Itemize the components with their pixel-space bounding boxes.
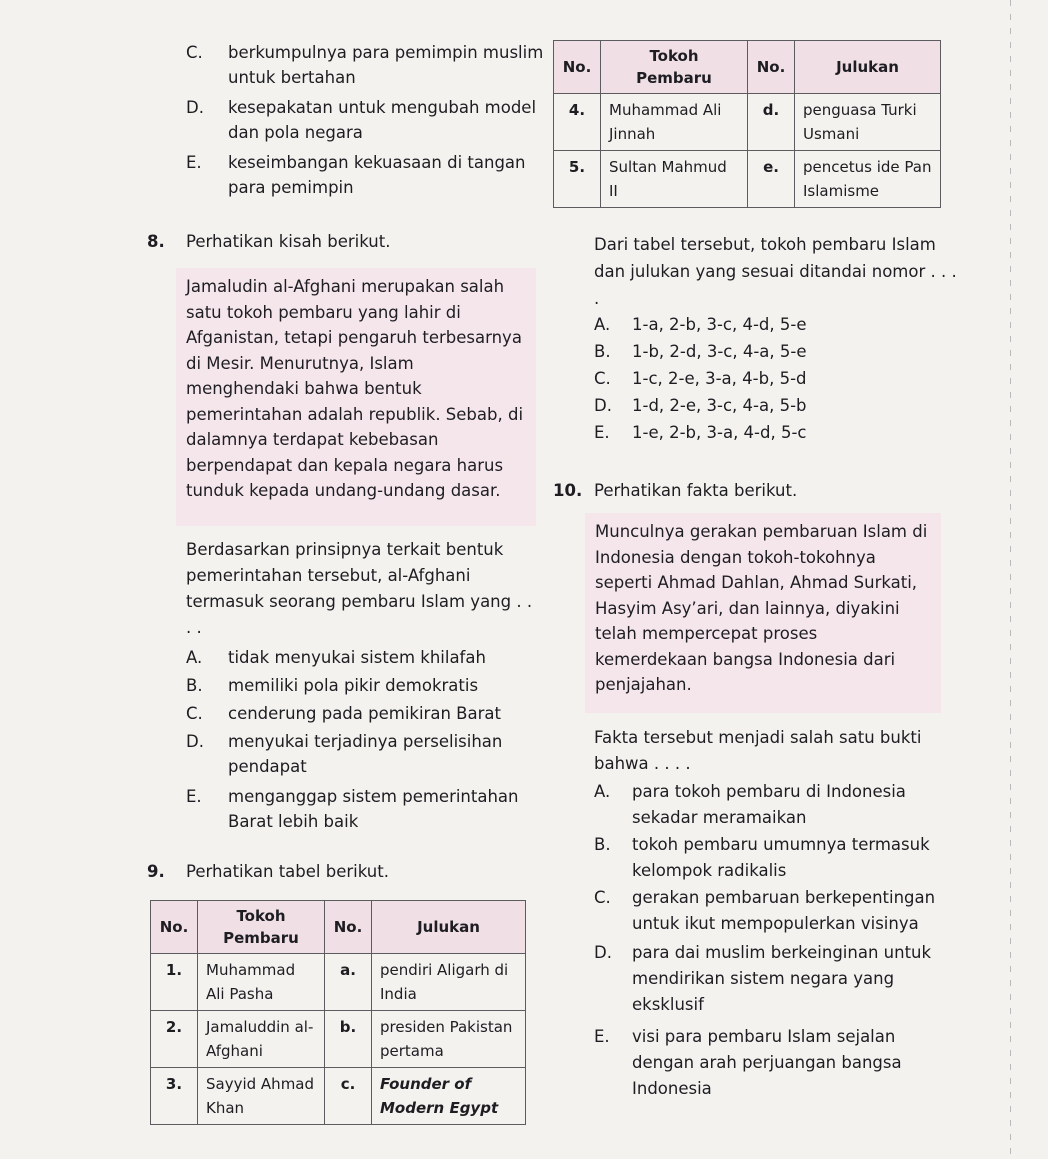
cell-no2: d. [748,94,795,151]
question-title: Perhatikan tabel berikut. [186,862,389,881]
table-row [554,94,941,151]
header-julukan: Julukan [795,41,941,94]
q9-option-d[interactable] [594,393,964,418]
cell-tokoh: Sayyid Ahmad Khan [198,1068,325,1125]
question-title: Perhatikan kisah berikut. [186,232,391,251]
option-letter: A. [594,315,611,334]
q10-option-d[interactable] [594,940,950,1018]
tokoh-table-top [553,40,941,208]
fact-box [585,513,941,713]
header-no2: No. [325,901,372,954]
option-text: keseimbangan kekuasaan di tangan para pemimpin [228,153,526,197]
option-text: para dai muslim berkeinginan untuk mendirikan sistem negara yang eksklusif [632,943,932,1014]
table-row [151,1068,526,1125]
cell-no2: e. [748,151,795,208]
q8-option-c[interactable] [186,701,536,726]
q10-option-c[interactable] [594,885,950,937]
option-text: menyukai terjadinya perselisihan pendapat [228,732,503,776]
cell-no: 2. [151,1011,198,1068]
option-letter: E. [186,153,202,172]
option-text: memiliki pola pikir demokratis [228,676,479,695]
q9-option-e[interactable] [594,420,964,445]
question-number: 9. [147,862,165,881]
header-no: No. [151,901,198,954]
option-text: 1-b, 2-d, 3-c, 4-a, 5-e [632,342,807,361]
cell-tokoh: Sultan Mahmud II [601,151,748,208]
story-text: Jamaludin al-Afghani merupakan salah satu tokoh pembaru yang lahir di Afganistan, tetapi pengaruh terbesarnya di Mesir. Menurutnya, Islam menghendaki bahwa bentuk pemerintahan adalah republik. Sebab, di dalamnya terdapat kebebasan berpendapat dan kepala negara harus tunduk kepada undang-undang dasar. [186,277,524,500]
q9-option-a[interactable] [594,312,964,337]
header-tokoh: Tokoh Pembaru [198,901,325,954]
cell-no2: a. [325,954,372,1011]
option-text: tokoh pembaru umumnya termasuk kelompok radikalis [632,835,930,880]
option-text: 1-c, 2-e, 3-a, 4-b, 5-d [632,369,807,388]
option-letter: C. [186,43,203,62]
cell-no2: b. [325,1011,372,1068]
table-header-row [554,41,941,94]
page-edge-line [1010,0,1011,1159]
option-letter: E. [594,423,610,442]
option-text: gerakan pembaruan berkepentingan untuk ikut mempopulerkan visinya [632,888,936,933]
q9-option-c[interactable] [594,366,964,391]
option-text: berkumpulnya para pemimpin muslim untuk bertahan [228,43,544,87]
story-box [176,268,536,526]
table-row [151,954,526,1011]
q8-option-b[interactable] [186,673,536,698]
cell-julukan: penguasa Turki Usmani [795,94,941,151]
option-letter: E. [186,787,202,806]
option-letter: C. [594,369,611,388]
question-number: 8. [147,232,165,251]
q10-option-e[interactable] [594,1024,950,1102]
cell-julukan: presiden Pakistan pertama [372,1011,526,1068]
option-text: 1-a, 2-b, 3-c, 4-d, 5-e [632,315,807,334]
option-text: menganggap sistem pemerintahan Barat lebih baik [228,787,519,831]
option-letter: C. [594,888,611,907]
q8-option-e[interactable] [186,784,536,834]
q10-option-a[interactable] [594,779,950,831]
question-text: Fakta tersebut menjadi salah satu bukti bahwa . . . . [594,728,922,773]
option-letter: D. [594,396,612,415]
cell-no2: c. [325,1068,372,1125]
cell-tokoh: Muhammad Ali Jinnah [601,94,748,151]
q7-option-c[interactable] [186,40,548,90]
option-letter: B. [186,676,203,695]
q8-option-a[interactable] [186,645,536,670]
cell-julukan: pencetus ide Pan Islamisme [795,151,941,208]
option-text: para tokoh pembaru di Indonesia sekadar meramaikan [632,782,906,827]
option-text: visi para pembaru Islam sejalan dengan arah perjuangan bangsa Indonesia [632,1027,902,1098]
option-text: 1-e, 2-b, 3-a, 4-d, 5-c [632,423,807,442]
question-number: 10. [553,481,583,500]
cell-no: 3. [151,1068,198,1125]
q8-option-d[interactable] [186,729,536,779]
q7-option-e[interactable] [186,150,548,200]
q7-option-d[interactable] [186,95,548,145]
option-letter: B. [594,342,611,361]
cell-no: 1. [151,954,198,1011]
cell-tokoh: Jamaluddin al-Afghani [198,1011,325,1068]
tokoh-table-bottom [150,900,526,1125]
option-letter: C. [186,704,203,723]
q9-option-b[interactable] [594,339,964,364]
header-no: No. [554,41,601,94]
option-letter: D. [594,943,612,962]
question-title: Perhatikan fakta berikut. [594,481,798,500]
option-letter: A. [186,648,203,667]
option-letter: E. [594,1027,610,1046]
option-letter: B. [594,835,611,854]
question-text: Berdasarkan prinsipnya terkait bentuk pemerintahan tersebut, al-Afghani termasuk seorang pembaru Islam yang . . . . [186,540,533,637]
table-row [151,1011,526,1068]
option-text: 1-d, 2-e, 3-c, 4-a, 5-b [632,396,807,415]
header-tokoh: Tokoh Pembaru [601,41,748,94]
option-letter: D. [186,98,204,117]
cell-julukan: pendiri Aligarh di India [372,954,526,1011]
question-text: Dari tabel tersebut, tokoh pembaru Islam dan julukan yang sesuai ditandai nomor . . . . [594,235,957,308]
option-letter: A. [594,782,611,801]
q10-option-b[interactable] [594,832,950,884]
option-text: tidak menyukai sistem khilafah [228,648,486,667]
cell-tokoh: Muhammad Ali Pasha [198,954,325,1011]
cell-julukan: Founder of Modern Egypt [372,1068,526,1125]
fact-text: Munculnya gerakan pembaruan Islam di Indonesia dengan tokoh-tokohnya seperti Ahmad Dahlan, Ahmad Surkati, Hasyim Asy’ari, dan lainnya, diyakini telah mempercepat proses kemerdekaan bangsa Indonesia dari penjajahan. [595,522,928,694]
cell-no: 4. [554,94,601,151]
table-row [554,151,941,208]
table-header-row [151,901,526,954]
header-julukan: Julukan [372,901,526,954]
option-text: kesepakatan untuk mengubah model dan pola negara [228,98,537,142]
cell-no: 5. [554,151,601,208]
option-text: cenderung pada pemikiran Barat [228,704,501,723]
header-no2: No. [748,41,795,94]
option-letter: D. [186,732,204,751]
